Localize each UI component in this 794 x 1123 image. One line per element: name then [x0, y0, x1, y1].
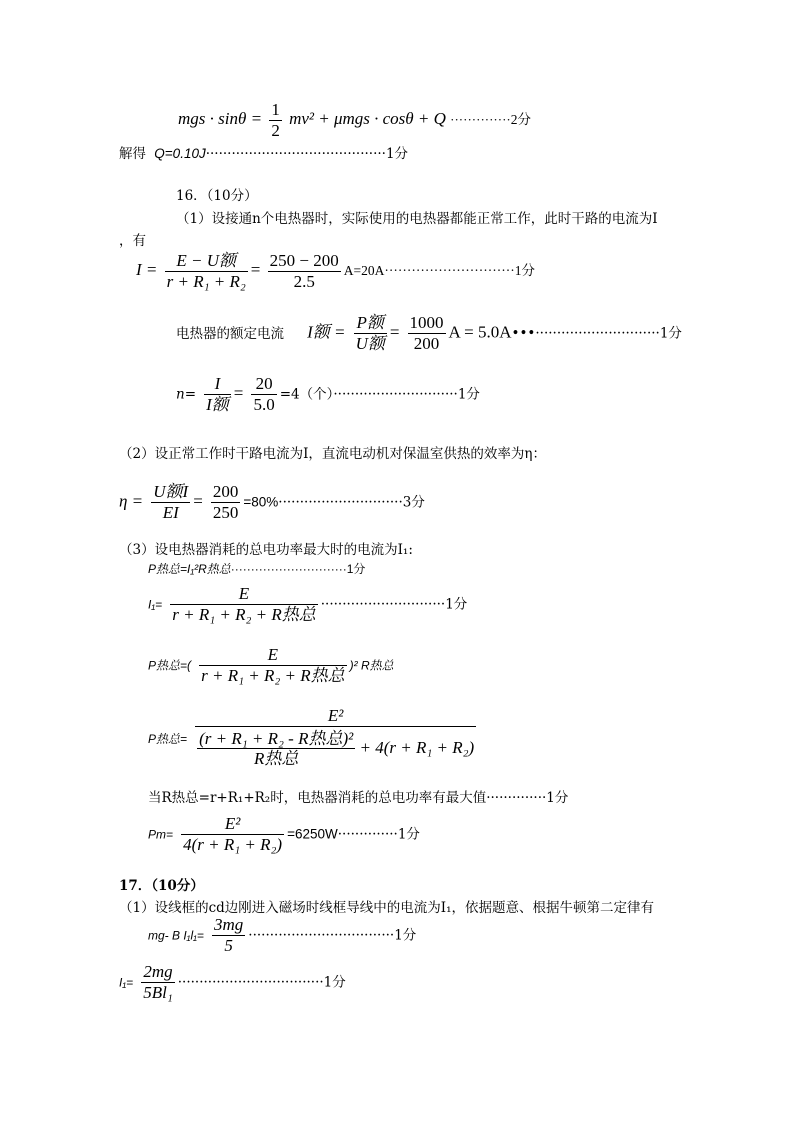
q16-l4: P热总= E² $\frac{\text{(r + R₁ + R₂ - R热总)²}}{\text{R热总}}$ + 4(r + R₁ + R₂) [148, 706, 479, 771]
q16-l4-frac: E² $\frac{\text{(r + R₁ + R₂ - R热总)²}}{\text{R热总}}$ + 4(r + R₁ + R₂) [195, 706, 476, 771]
q16-l6-frac: $\frac{\text{E²}}{\text{4(r + R₁ + R₂)}}$ [183, 814, 283, 854]
eq15-score: 2分 [510, 111, 531, 127]
q17-l2-frac: $\frac{2mg}{\text{5Bl₁}}$ [143, 962, 173, 1002]
q17-l1-score: 1分 [394, 927, 417, 944]
ans15-line [119, 142, 408, 162]
q16-n-frac1: $\frac{I}{\text{I额}}$ [206, 374, 229, 414]
eq15-rhs: mv² + μmgs · cosθ + Q [289, 108, 446, 128]
q16-l5-score: 1分 [546, 790, 569, 806]
q16-eta-frac1: $\frac{\text{U额I}}{EI}$ [153, 482, 189, 522]
q16-l3: P热总=( $\frac{E}{\text{r + R₁ + R₂ + R热总}}$ )² R热总 [148, 645, 394, 685]
q16-rated-score: 1分 [659, 325, 682, 342]
q16-n-score: 1分 [457, 386, 480, 403]
q16-l2: I₁= $\frac{E}{\text{r + R₁ + R₂ + R热总}}$ ·····························1分 [148, 584, 468, 624]
q16-rated-frac2: $\frac{1000}{200}$ [409, 313, 444, 353]
q16-eqI-frac1: $\frac{\text{E − U额}}{\text{r + R₁ + R₂}}$ [166, 251, 246, 291]
q16-l5: 当R热总=r+R₁+R₂时，电热器消耗的总电功率有最大值··············1分 [148, 790, 569, 806]
eq15-dots: ·············· [450, 111, 511, 127]
q16-l4-inner-frac: $\frac{\text{(r + R₁ + R₂ - R热总)²}}{\text{R热总}}$ [199, 728, 354, 769]
q16-eqI: I = $\frac{\text{E − U额}}{\text{r + R₁ + R₂}}$ = $\frac{250 - 200}{2.5}$ A=20A·····························1分 [136, 251, 535, 291]
eq15-line [178, 100, 531, 140]
q17-header: 17．（10分） [119, 878, 204, 894]
q16-l2-score: 1分 [445, 596, 468, 613]
ans15-label: 解得 [119, 146, 146, 162]
q16-l1-score: 1分 [346, 562, 366, 576]
ans15-score: 1分 [385, 146, 409, 162]
q16-rated-frac1: $\frac{\text{P额}}{\text{U额}}$ [355, 313, 385, 353]
q16-l2-frac: $\frac{E}{\text{r + R₁ + R₂ + R热总}}$ [172, 584, 316, 624]
ans15-value: Q=0.10J [154, 146, 206, 161]
q16-l1: P热总=I₁²R热总·····························1分 [148, 562, 366, 576]
q16-l6: Pm= $\frac{\text{E²}}{\text{4(r + R₁ + R₂)}}$ =6250W··············1分 [148, 814, 420, 854]
q16-eta: η = $\frac{\text{U额I}}{EI}$ = $\frac{200}{250}$ =80%·····························3分 [119, 482, 425, 522]
q16-p1: （1）设接通n个电热器时，实际使用的电热器都能正常工作，此时干路的电流为I [176, 211, 658, 227]
q17-p1: （1）设线框的cd边刚进入磁场时线框导线中的电流为I₁，依据题意、根据牛顿第二定律有 [119, 900, 655, 916]
q16-l3-frac: $\frac{E}{\text{r + R₁ + R₂ + R热总}}$ [201, 645, 345, 685]
q16-l6-score: 1分 [397, 826, 420, 843]
eq15-half: $\frac{1}{2}$ [271, 100, 280, 140]
q17-l2-score: 1分 [323, 974, 346, 991]
ans15-dots: ·········································· [205, 146, 386, 162]
q16-eqI-frac2: $\frac{250 - 200}{2.5}$ [269, 251, 339, 291]
q17-l1: mg- B I₁l₁= $\frac{3mg}{5}$ ··································1分 [148, 915, 417, 955]
q16-n: n= $\frac{I}{\text{I额}}$ = $\frac{20}{5.0}$ =4（个）·····························1分 [176, 374, 480, 414]
q17-l1-frac: $\frac{3mg}{5}$ [214, 915, 244, 955]
q16-eqI-score: 1分 [514, 262, 535, 278]
q16-p1-cont: ，有 [119, 233, 146, 249]
q16-n-frac2: $\frac{20}{5.0}$ [253, 374, 275, 414]
q17-l2: I₁= $\frac{2mg}{\text{5Bl₁}}$ ··································1分 [119, 962, 346, 1002]
eq15-lhs: mgs · sinθ = [178, 108, 263, 128]
q16-eta-score: 3分 [402, 494, 425, 511]
q16-p2: （2）设正常工作时干路电流为I，直流电动机对保温室供热的效率为η： [119, 446, 547, 462]
q16-header: 16．（10分） [176, 188, 258, 204]
q16-rated: 电热器的额定电流 I额 = $\frac{\text{P额}}{\text{U额}}$ = $\frac{1000}{200}$ A = 5.0A•••·····························1分 [176, 313, 682, 353]
q16-p3: （3）设电热器消耗的总电功率最大时的电流为I₁: [119, 542, 413, 558]
q16-eta-frac2: $\frac{200}{250}$ [212, 482, 239, 522]
